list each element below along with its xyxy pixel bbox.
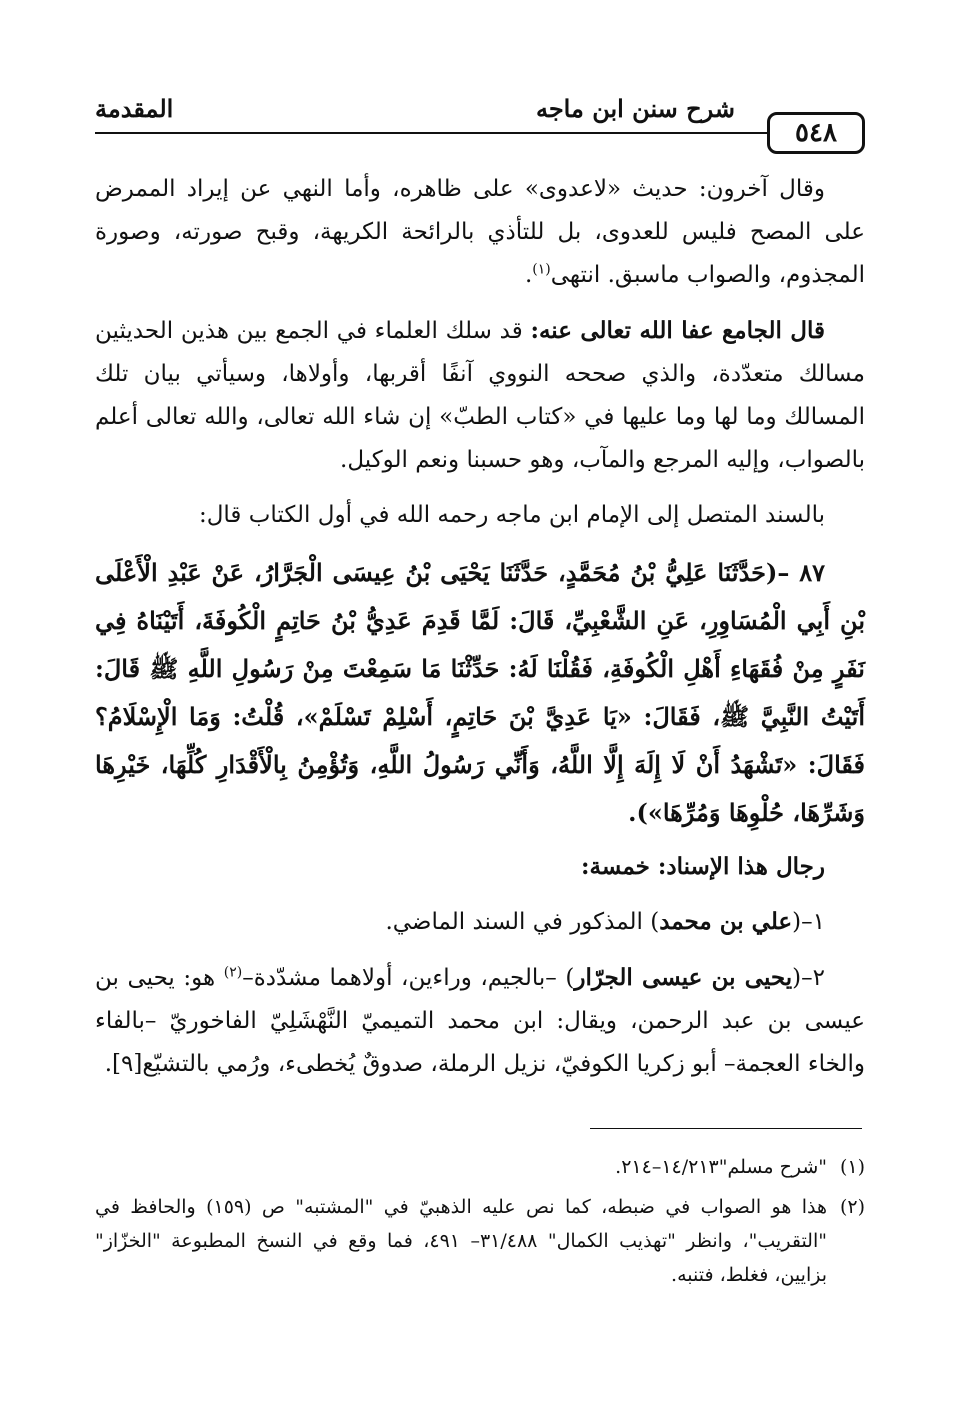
footnote-separator — [590, 1128, 862, 1129]
footnote-ref-2: (٢) — [223, 964, 243, 981]
page-header — [95, 92, 865, 152]
footnotes — [95, 1150, 865, 1298]
main-text — [95, 168, 865, 1098]
header-rule — [95, 132, 775, 134]
narrators-heading: رجال هذا الإسناد: خمسة: — [581, 853, 825, 880]
paragraph-1: وقال آخرون: حديث «لاعدوى» على ظاهره، وأما النهي عن إيراد الممرض على المصح فليس للعدوى، بل للتأذي بالرائحة الكريهة، وقبح صورته، وصورة المجذوم، والصواب ماسبق. انتهى$^{(١)}$. — [95, 176, 865, 288]
hadith-text: ٨٧ –(حَدَّثَنَا عَلِيُّ بْنُ مُحَمَّدٍ، حَدَّثَنَا يَحْيَى بْنُ عِيسَى الْجَرَّارُ، عَنْ عَبْدِ الْأَعْلَى بْنِ أَبِي الْمُسَاوِرِ، عَنِ الشَّعْبِيِّ، قَالَ: لَمَّا قَدِمَ عَدِيُّ بْنُ حَاتِمٍ الْكُوفَةَ، أَتَيْنَاهُ فِي نَفَرٍ مِنْ فُقَهَاءِ أَهْلِ الْكُوفَةِ، فَقُلْنَا لَهُ: حَدِّثْنَا مَا سَمِعْتَ مِنْ رَسُولِ اللَّهِ ﷺ قَالَ: أَتَيْتُ النَّبِيَّ ﷺ، فَقَالَ: «يَا عَدِيَّ بْنَ حَاتِمٍ، أَسْلِمْ تَسْلَمْ»، قُلْتُ: وَمَا الْإِسْلَامُ؟ فَقَالَ: «تَشْهَدُ أَنْ لَا إِلَهَ إِلَّا اللَّهُ، وَأَنِّي رَسُولُ اللَّهِ، وَتُؤْمِنُ بِالْأَقْدَارِ كُلِّهَا، خَيْرِهَا وَشَرِّهَا، حُلْوِهَا وَمُرِّهَا»). — [95, 558, 865, 827]
book-title: شرح سنن ابن ماجه — [535, 94, 735, 123]
narrator-item: ١–(علي بن محمد) المذكور في السند الماضي. — [385, 908, 825, 935]
narrator-name: علي بن محمد — [659, 908, 793, 935]
narrator-name: يحيى بن عيسى الجرّار — [574, 964, 793, 991]
footnote-text: "شرح مسلم"١٤/٢١٣–٢١٤. — [615, 1156, 827, 1178]
chapter-title: المقدمة — [95, 94, 174, 123]
footnote-number: (١) — [839, 1156, 865, 1178]
footnote-text: هذا هو الصواب في ضبطه، كما نص عليه الذهبيّ في "المشتبه" ص (١٥٩) والحافظ في "التقريب"، وانظر "تهذيب الكمال" ٣١/٤٨٨– ٤٩١، فما وقع في النسخ المطبوعة "الخزّاز" بزايين، فغلط، فتنبه. — [95, 1196, 828, 1286]
narrator-item: ٢–(يحيى بن عيسى الجرّار) –بالجيم، وراءين، أولاهما مشدّدة–$^{(٢)}$ هو: يحيى بن عيسى بن عبد الرحمن، ويقال: ابن محمد التميميّ النَّهْشَلِيّ الفاخوريّ –بالفاء والخاء العجمة– أبو زكريا الكوفيّ، نزيل الرملة، صدوقٌ يُخطىء، ورُمي بالتشيّع[٩]. — [95, 964, 865, 1077]
page-number: ٥٤٨ — [767, 112, 865, 154]
footnote-ref-1: (١) — [532, 261, 551, 278]
paragraph-2: قال الجامع عفا الله تعالى عنه: قد سلك العلماء في الجمع بين هذين الحديثين مسالك متعدّدة، والذي صححه النووي آنفًا أقربها، وأولاها، وسيأتي بيان تلك المسالك وما لها وما عليها في «كتاب الطبّ» إن شاء الله تعالى، والله تعالى أعلم بالصواب، وإليه المرجع والمآب، وهو حسبنا ونعم الوكيل. — [95, 317, 865, 473]
footnote-number: (٢) — [839, 1196, 865, 1218]
author-remark-lead: قال الجامع عفا الله تعالى عنه: — [530, 317, 825, 344]
paragraph-3: بالسند المتصل إلى الإمام ابن ماجه رحمه الله في أول الكتاب قال: — [198, 502, 825, 528]
footnote-item — [95, 1150, 865, 1184]
footnote-item — [95, 1190, 865, 1292]
hadith-number: ٨٧ — [799, 558, 825, 587]
